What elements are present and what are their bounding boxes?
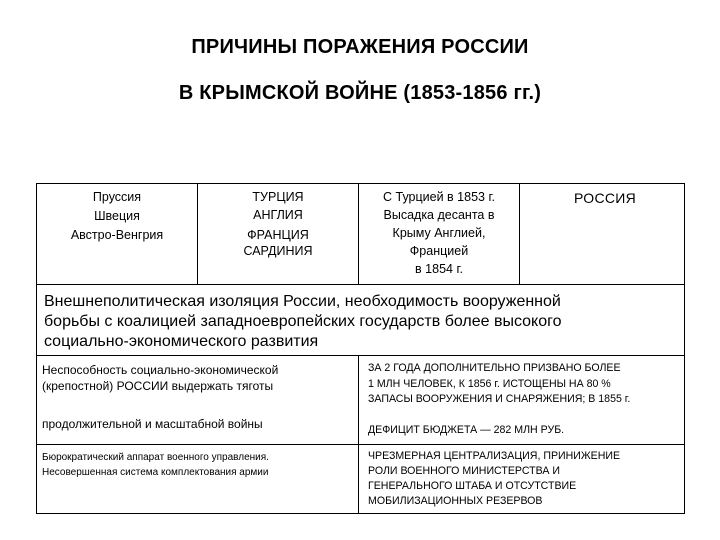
neutral-state: Австро-Венгрия	[70, 228, 164, 242]
war-dates-line: Крыму Англией,	[392, 226, 486, 240]
reason-mobilization-line: 1 МЛН ЧЕЛОВЕК, К 1856 г. ИСТОЩЕНЫ НА 80 %	[368, 377, 611, 390]
coalition-state: ТУРЦИЯ	[252, 190, 304, 204]
isolation-line: социально-экономического развития	[44, 333, 319, 350]
russia-label: РОССИЯ	[573, 190, 637, 206]
neutral-state: Швеция	[94, 209, 140, 223]
war-dates-line: С Турцией в 1853 г.	[383, 190, 495, 204]
reason-bureaucracy	[42, 450, 269, 480]
coalition-state: САРДИНИЯ	[243, 244, 313, 258]
isolation-line: Внешнеполитическая изоляция России, необходимость вооруженной	[44, 293, 561, 310]
reason-budget	[368, 423, 564, 438]
isolation-text	[44, 292, 684, 352]
reason-economic-line: (крепостной) РОССИИ выдержать тяготы	[42, 379, 274, 393]
neutral-state: Пруссия	[92, 190, 142, 204]
page-title-line-2: В КРЫМСКОЙ ВОЙНЕ (1853-1856 гг.)	[178, 82, 542, 104]
war-dates-line: Францией	[409, 244, 469, 258]
reasons-divider-vertical	[358, 355, 359, 514]
war-dates-line: Высадка десанта в	[383, 208, 495, 222]
isolation-line: борьбы с коалицией западноевропейских государств более высокого	[44, 313, 562, 330]
reason-centralization	[368, 449, 620, 509]
reason-economic-cont-line: продолжительной и масштабной войны	[42, 417, 263, 431]
reason-centralization-line: МОБИЛИЗАЦИОННЫХ РЕЗЕРВОВ	[368, 495, 543, 507]
reason-mobilization-line: ЗА 2 ГОДА ДОПОЛНИТЕЛЬНО ПРИЗВАНО БОЛЕЕ	[368, 362, 621, 374]
reason-centralization-line: ГЕНЕРАЛЬНОГО ШТАБА И ОТСУТСТВИЕ	[368, 480, 577, 492]
reason-economic	[42, 362, 278, 394]
reason-mobilization-line: ЗАПАСЫ ВООРУЖЕНИЯ И СНАРЯЖЕНИЯ; В 1855 г.	[368, 393, 631, 405]
reason-mobilization	[368, 361, 630, 408]
reason-budget-line: ДЕФИЦИТ БЮДЖЕТА — 282 МЛН РУБ.	[368, 424, 565, 436]
reasons-divider-horizontal	[36, 444, 685, 445]
reason-centralization-line: РОЛИ ВОЕННОГО МИНИСТЕРСТВА И	[368, 465, 560, 477]
reason-centralization-line: ЧРЕЗМЕРНАЯ ЦЕНТРАЛИЗАЦИЯ, ПРИНИЖЕНИЕ	[368, 450, 621, 462]
coalition-state: АНГЛИЯ	[253, 208, 303, 222]
war-dates-line: в 1854 г.	[415, 262, 463, 276]
coalition-state: ФРАНЦИЯ	[247, 228, 309, 242]
neutral-states-list	[40, 188, 194, 245]
war-dates-text	[361, 188, 517, 278]
reason-bureaucracy-line: Несовершенная система комплектования армии	[42, 467, 269, 478]
reason-bureaucracy-line: Бюрократический аппарат военного управления.	[42, 452, 269, 463]
page-title-line-1: ПРИЧИНЫ ПОРАЖЕНИЯ РОССИИ	[191, 36, 529, 58]
coalition-list	[200, 188, 356, 258]
reason-economic-cont	[42, 416, 263, 432]
reason-economic-line: Неспособность социально-экономической	[42, 363, 279, 377]
